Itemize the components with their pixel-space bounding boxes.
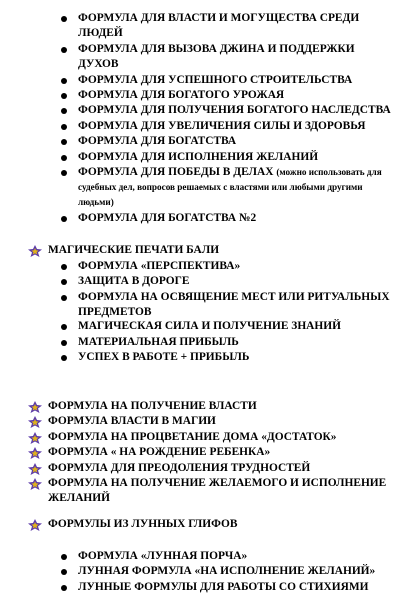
star-bullet-icon xyxy=(28,432,42,444)
bullet-icon xyxy=(61,108,67,114)
list-item-victory: ФОРМУЛА ДЛЯ ПОБЕДЫ В ДЕЛАХ (можно использовать для судебных дел, вопросов решаемых с властями или любыми другими людьми) xyxy=(0,165,403,209)
list-item: ЗАЩИТА В ДОРОГЕ xyxy=(0,274,403,289)
list-item: ФОРМУЛА НА ОСВЯЩЕНИЕ МЕСТ ИЛИ РИТУАЛЬНЫХ ПРЕДМЕТОВ xyxy=(0,290,403,320)
list-item: ФОРМУЛА НА ПРОЦВЕТАНИЕ ДОМА «ДОСТАТОК» xyxy=(0,430,403,445)
star-bullet-icon xyxy=(28,519,42,531)
list-item: ФОРМУЛА «ПЕРСПЕКТИВА» xyxy=(0,259,403,274)
list-item: ФОРМУЛА ДЛЯ ВЫЗОВА ДЖИНА И ПОДДЕРЖКИ ДУХОВ xyxy=(0,42,403,73)
formula-list-3 xyxy=(0,399,403,506)
bullet-icon xyxy=(61,585,67,591)
list-item: ФОРМУЛА ДЛЯ ПРЕОДОЛЕНИЯ ТРУДНОСТЕЙ xyxy=(0,461,403,476)
list-item: ФОРМУЛА ДЛЯ ИСПОЛНЕНИЯ ЖЕЛАНИЙ xyxy=(0,150,403,165)
bullet-icon xyxy=(61,355,67,361)
list-item: ФОРМУЛА ДЛЯ УВЕЛИЧЕНИЯ СИЛЫ И ЗДОРОВЬЯ xyxy=(0,119,403,134)
bullet-icon xyxy=(61,324,67,330)
bullet-icon xyxy=(61,124,67,130)
list-item: ФОРМУЛА ДЛЯ БОГАТСТВА №2 xyxy=(0,211,403,226)
list-item: ФОРМУЛА « НА РОЖДЕНИЕ РЕБЕНКА» xyxy=(0,445,403,460)
formula-list-1 xyxy=(0,11,403,227)
star-bullet-icon xyxy=(28,416,42,428)
victory-note: (можно использовать для судебных дел, вопросов решаемых с властями или любыми другими людьми) xyxy=(78,167,382,207)
bullet-icon xyxy=(61,264,67,270)
bullet-icon xyxy=(61,216,67,222)
star-bullet-icon xyxy=(28,447,42,459)
list-item: МАГИЧЕСКАЯ СИЛА И ПОЛУЧЕНИЕ ЗНАНИЙ xyxy=(0,319,403,334)
list-item: УСПЕХ В РАБОТЕ + ПРИБЫЛЬ xyxy=(0,350,403,365)
list-item: ФОРМУЛА НА ПОЛУЧЕНИЕ ВЛАСТИ xyxy=(0,399,403,414)
list-item: ФОРМУЛА НА ПОЛУЧЕНИЕ ЖЕЛАЕМОГО И ИСПОЛНЕНИЕ ЖЕЛАНИЙ xyxy=(0,476,403,506)
bullet-icon xyxy=(61,16,67,22)
list-item: ФОРМУЛА ДЛЯ БОГАТОГО УРОЖАЯ xyxy=(0,88,403,103)
list-item: ФОРМУЛА ДЛЯ БОГАТСТВА xyxy=(0,134,403,149)
list-item: ЛУННЫЕ ФОРМУЛЫ ДЛЯ РАБОТЫ СО СТИХИЯМИ xyxy=(0,580,403,595)
section-heading: МАГИЧЕСКИЕ ПЕЧАТИ БАЛИ xyxy=(0,243,403,258)
list-item: МАТЕРИАЛЬНАЯ ПРИБЫЛЬ xyxy=(0,335,403,350)
bullet-icon xyxy=(61,569,67,575)
bullet-icon xyxy=(61,554,67,560)
formula-list-2 xyxy=(0,259,403,366)
bullet-icon xyxy=(61,295,67,301)
bullet-icon xyxy=(61,155,67,161)
bullet-icon xyxy=(61,170,67,176)
section-heading: ФОРМУЛЫ ИЗ ЛУННЫХ ГЛИФОВ xyxy=(0,517,403,532)
star-bullet-icon xyxy=(28,401,42,413)
bullet-icon xyxy=(61,47,67,53)
section-heading-bali xyxy=(0,243,403,258)
list-item: ЛУННАЯ ФОРМУЛА «НА ИСПОЛНЕНИЕ ЖЕЛАНИЙ» xyxy=(0,564,403,579)
star-bullet-icon xyxy=(28,478,42,490)
section-heading-lunar xyxy=(0,517,403,532)
list-item: ФОРМУЛА ВЛАСТИ В МАГИИ xyxy=(0,414,403,429)
bullet-icon xyxy=(61,93,67,99)
list-item: ФОРМУЛА ДЛЯ УСПЕШНОГО СТРОИТЕЛЬСТВА xyxy=(0,73,403,88)
formula-list-4 xyxy=(0,549,403,595)
bullet-icon xyxy=(61,78,67,84)
bullet-icon xyxy=(61,139,67,145)
bullet-icon xyxy=(61,279,67,285)
list-item: ФОРМУЛА «ЛУННАЯ ПОРЧА» xyxy=(0,549,403,564)
bullet-icon xyxy=(61,340,67,346)
star-bullet-icon xyxy=(28,245,42,257)
star-bullet-icon xyxy=(28,463,42,475)
list-item: ФОРМУЛА ДЛЯ ВЛАСТИ И МОГУЩЕСТВА СРЕДИ ЛЮДЕЙ xyxy=(0,11,403,42)
list-item: ФОРМУЛА ДЛЯ ПОЛУЧЕНИЯ БОГАТОГО НАСЛЕДСТВА xyxy=(0,103,403,118)
